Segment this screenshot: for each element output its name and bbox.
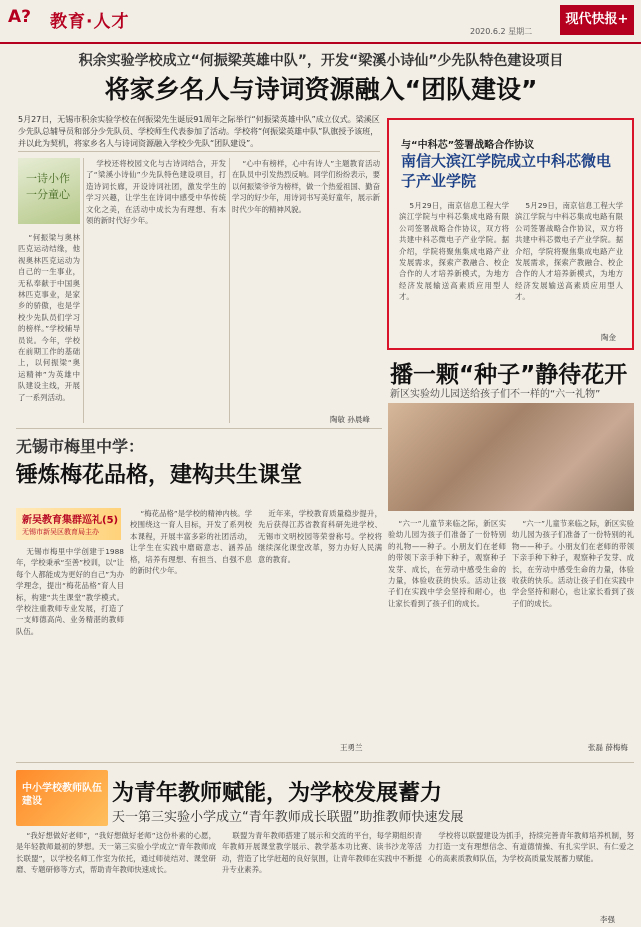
divider [16,428,382,429]
main-kicker: 积余实验学校成立“何振梁英雄中队”，开发“梁溪小诗仙”少先队特色建设项目 [78,53,564,69]
masthead [0,0,641,44]
main-column-3: “心中有榜样，心中有诗人”主题教育活动在队员中引发热烈反响。同学们纷纷表示，要以何振梁爷爷为榜样，做一个热爱祖国、勤奋学习的好少年，用诗词书写美好童年，展示新时代少年的精神风貌。 [232,159,380,214]
seed-subtitle: 新区实验幼儿园送给孩子们不一样的“六一礼物” [390,389,601,400]
children-photo [388,403,634,511]
meili-headline: 无锡市梅里中学： [16,437,145,456]
teacher-subtitle: 天一第三实验小学成立“青年教师成长联盟”助推教师快速发展 [112,810,464,825]
meili-column-2: “梅花品格”是学校的精神内核。学校围绕这一育人目标，开发了系列校本课程，开展丰富多彩的社团活动，让学生在实践中磨砺意志、涵养品格，培养有理想、有担当、自强不息的新时代少年。 [130,509,252,576]
date-info: 2020.6.2 星期二 [470,27,533,36]
teacher-column-1: “我好想做好老师”，“我好想做好老师”这份朴素的心愿，是年轻教师最初的梦想。天一第三实验小学成立“青年教师成长联盟”，以学校名师工作室为依托，通过师徒结对、课堂研磨、专题研修等方式，帮助青年教师快速成长。 [16,831,216,875]
divider [16,762,634,763]
seed-column-2: “六一”儿童节来临之际，新区实验幼儿园为孩子们准备了一份特别的礼物——种子。小朋友们在老师的带领下亲手种下种子，观察种子发芽、成长，在劳动中感受生命的力量，体验收获的快乐。活动让孩子们在实践中学会坚持和耐心，也让家长看到了孩子们的成长。 [512,519,634,608]
section-name: 教育·人才 [50,12,130,32]
highlight-headline: 南信大滨江学院成立中科芯微电子产业学院 [401,152,612,190]
highlight-column-2: 5月29日，南京信息工程大学滨江学院与中科芯集成电路有限公司签署战略合作协议，双方将共建中科芯微电子产业学院。据介绍，学院将聚焦集成电路产业发展需求，探索产教融合、校企合作的人才培养新模式，为地方经济发展输送高素质应用型人才。 [515,201,623,302]
divider [83,158,84,423]
main-lead: 5月27日，无锡市积余实验学校在何振梁先生诞辰91周年之际举行“何振梁英雄中队”成立仪式。梁溪区少先队总辅导员和部分少先队员、学校师生代表参加了活动。学校将“何振梁英雄中队”队旗授予该班，并以此为契机，将家乡名人与诗词资源融入学校少先队“团队建设”。 [18,114,380,152]
section-letter: A? [8,7,32,27]
highlight-byline: 陶金 [601,333,616,342]
poetry-photo [18,158,80,224]
highlight-box [387,118,634,350]
teacher-column-2: 联盟为青年教师搭建了展示和交流的平台，每学期组织青年教师开展课堂教学展示、教学基本功比赛、读书沙龙等活动，营造了比学赶超的良好氛围，让青年教师在实践中不断提升专业素养。 [222,831,422,875]
main-headline: 将家乡名人与诗词资源融入“团队建设” [104,75,538,104]
main-column-1: “何振梁与奥林匹克运动结缘，他视奥林匹克运动为自己的一生事业，无私奉献于中国奥林匹克事业，是家乡的骄傲，也是学校少先队员们学习的榜样。”学校辅导员说。今年，学校在前期工作的基础上，以何振梁“奥运精神”为英雄中队建设主线，开展了一系列活动。 [18,233,80,402]
meili-column-3: 近年来，学校教育质量稳步提升，先后获得江苏省教育科研先进学校、无锡市文明校园等荣誉称号。学校将继续深化课堂改革，努力办好人民满意的教育。 [258,509,382,564]
divider [229,158,230,423]
teacher-column-3: 学校将以联盟建设为抓手，持续完善青年教师培养机制，努力打造一支有理想信念、有道德情操、有扎实学识、有仁爱之心的高素质教师队伍，为学校高质量发展蓄力赋能。 [428,831,634,863]
teacher-banner [16,770,108,826]
seed-column-1: “六一”儿童节来临之际，新区实验幼儿园为孩子们准备了一份特别的礼物——种子。小朋友们在老师的带领下亲手种下种子，观察种子发芽、成长，在劳动中感受生命的力量，体验收获的快乐。活动让孩子们在实践中学会坚持和耐心，也让家长看到了孩子们的成长。 [388,519,506,608]
teacher-headline: 为青年教师赋能，为学校发展蓄力 [112,781,443,806]
main-byline: 陶敏 孙晨峰 [330,415,370,424]
seed-byline: 张磊 薛梅梅 [588,743,628,752]
series-sub: 无锡市新吴区教育局主办 [22,528,99,536]
series-banner [16,508,121,540]
poetry-photo-caption: 一诗小作 一分童心 [26,172,70,201]
meili-byline: 王勇兰 [340,743,363,752]
meili-column-1: 无锡市梅里中学创建于1988年，学校秉承“至善”校训，以“让每个人都能成为更好的自己”为办学理念，提出“梅花品格”育人目标，构建“共生课堂”教学模式。学校注重教师专业发展，打造了一支师德高尚、业务精湛的教师队伍。 [16,547,124,636]
teacher-byline: 李强 [600,915,615,924]
paper-logo: 现代快报+ [560,5,634,35]
teacher-banner-text: 中小学校教师队伍建设 [22,783,102,807]
highlight-kicker: 与“中科芯”签署战略合作协议 [401,140,535,151]
seed-headline: 播一颗“种子”静待花开 [390,362,628,388]
highlight-column-1: 5月29日，南京信息工程大学滨江学院与中科芯集成电路有限公司签署战略合作协议，双方将共建中科芯微电子产业学院。据介绍，学院将聚焦集成电路产业发展需求，探索产教融合、校企合作的人才培养新模式，为地方经济发展输送高素质应用型人才。 [399,201,509,302]
main-column-2: 学校还将校园文化与古诗词结合，开发了“梁溪小诗仙”少先队特色建设项目，打造诗词长廊，开设诗词社团，激发学生的学习兴趣，让学生在诗词中感受中华传统文化之美，在活动中成长为有理想、有本领的新时代好少年。 [86,159,226,226]
series-title: 新吴教育集群巡礼(5) [22,515,119,526]
meili-subtitle: 锤炼梅花品格，建构共生课堂 [16,463,303,488]
